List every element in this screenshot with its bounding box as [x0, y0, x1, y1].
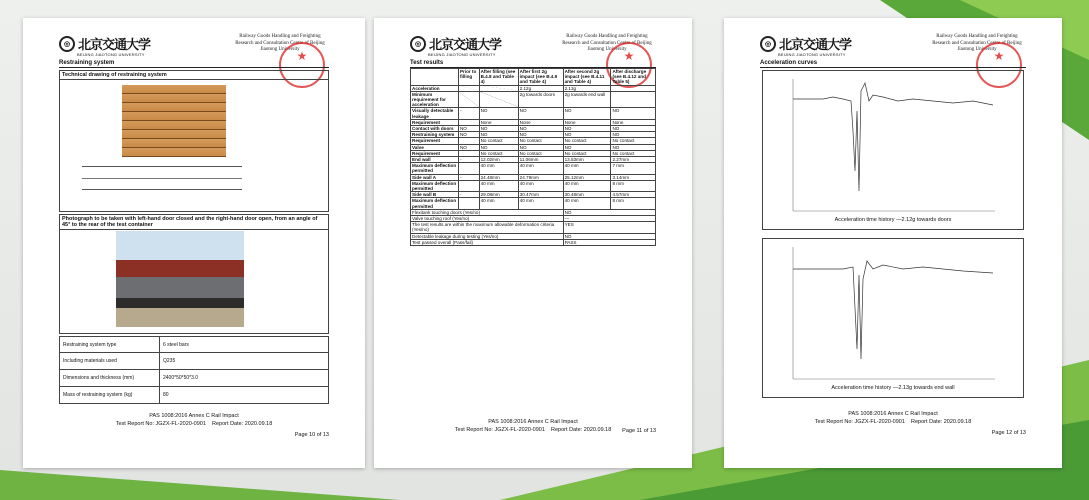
- footer-report-date: Report Date: 2020.09.18: [911, 419, 972, 425]
- university-seal-icon: ◎: [410, 36, 426, 52]
- table-cell: Side wall B: [411, 192, 459, 198]
- table-cell: NO: [611, 144, 656, 150]
- table-cell: NO: [611, 132, 656, 138]
- photo-title: Photograph to be taken with left-hand door closed and the right-hand door open, from an angle of 45° to the rear of the test container: [60, 215, 328, 230]
- table-cell: Maximum deflection permitted: [411, 180, 459, 191]
- table-cell: 25.12mm: [563, 174, 611, 180]
- table-cell: Valve touching roof (Yes/no): [411, 216, 564, 222]
- restraint-drawing: [122, 85, 226, 157]
- table-cell: None: [611, 119, 656, 125]
- table-cell: NO: [518, 126, 563, 132]
- table-cell: NO: [563, 144, 611, 150]
- spec-value: 6 steel bars: [163, 341, 189, 348]
- table-cell: Restraining system: [411, 132, 459, 138]
- table-cell: [458, 91, 479, 108]
- acceleration-curve-1: [762, 70, 1024, 230]
- table-cell: NO: [563, 132, 611, 138]
- table-row: [411, 239, 656, 245]
- table-cell: Visually detectable leakage: [411, 108, 459, 119]
- institute-name: Railway Goods Handling and Freighting Research and Consultation Centre of Beijing Jiaotong University: [235, 34, 325, 52]
- table-cell: Requirement: [411, 138, 459, 144]
- table-cell: Side wall A: [411, 174, 459, 180]
- table-cell: 40 mm: [479, 163, 518, 174]
- table-cell: NO: [563, 209, 655, 215]
- table-cell: 29.08mm: [479, 192, 518, 198]
- page-number: Page 12 of 13: [991, 430, 1026, 436]
- table-row: [411, 180, 656, 191]
- university-name-en: BEIJING JIAOTONG UNIVERSITY: [428, 52, 496, 57]
- table-cell: NO: [458, 126, 479, 132]
- table-cell: 30.48mm: [563, 192, 611, 198]
- section-title: Acceleration curves: [760, 60, 1026, 68]
- table-cell: 2.13g: [563, 85, 611, 91]
- table-cell: 3.14mm: [611, 174, 656, 180]
- table-cell: PASS: [563, 239, 655, 245]
- footer: [23, 412, 365, 428]
- table-cell: Contact with doors: [411, 126, 459, 132]
- table-row: [411, 198, 656, 209]
- table-cell: Maximum deflection permitted: [411, 198, 459, 209]
- table-header-cell: After first 2g impact (see B.4.9 and Table 4): [518, 69, 563, 86]
- table-cell: 30.47mm: [518, 192, 563, 198]
- drawing-title: Technical drawing of restraining system: [60, 71, 328, 80]
- footer-standard: PAS 1008:2016 Annex C Rail Impact: [488, 419, 578, 425]
- table-cell: 12.02mm: [479, 157, 518, 163]
- table-cell: 40 mm: [479, 180, 518, 191]
- table-header-cell: After second 2g impact (see B.4.11 and Table 4): [563, 69, 611, 86]
- table-cell: -: [458, 108, 479, 119]
- table-cell: NO: [611, 108, 656, 119]
- table-cell: NO: [518, 144, 563, 150]
- table-cell: No contact: [518, 138, 563, 144]
- table-cell: Requirement: [411, 119, 459, 125]
- table-cell: [458, 180, 479, 191]
- table-cell: NO: [479, 132, 518, 138]
- footer-report-date: Report Date: 2020.09.18: [551, 427, 612, 433]
- table-cell: -: [458, 157, 479, 163]
- table-cell: 2.27mm: [611, 157, 656, 163]
- table-cell: No contact: [563, 138, 611, 144]
- table-cell: YES: [563, 222, 655, 233]
- table-cell: -: [458, 174, 479, 180]
- table-cell: [458, 198, 479, 209]
- table-row: [411, 108, 656, 119]
- university-logo: [410, 34, 501, 53]
- table-cell: No contact: [563, 150, 611, 156]
- university-name-cn: 北京交通大学: [779, 38, 852, 53]
- dimension-lines: [82, 166, 242, 190]
- table-cell: —: [563, 216, 655, 222]
- table-cell: None: [518, 119, 563, 125]
- table-cell: 13.53mm: [563, 157, 611, 163]
- table-cell: End wall: [411, 157, 459, 163]
- container-photo: [116, 231, 244, 327]
- section-title: Restraining system: [59, 60, 329, 68]
- footer-report-no: Test Report No: JGZX-FL-2020-0901: [115, 421, 206, 427]
- table-cell: 40 mm: [518, 163, 563, 174]
- table-cell: NO: [479, 126, 518, 132]
- table-row: [411, 222, 656, 233]
- spec-key: Including materials used: [60, 353, 160, 369]
- table-header-cell: Prior to filling: [458, 69, 479, 86]
- table-cell: Maximum deflection permitted: [411, 163, 459, 174]
- spec-row: [59, 336, 329, 353]
- spec-value: 80: [163, 392, 169, 398]
- table-cell: Flexitank touching doors (Yes/no): [411, 209, 564, 215]
- table-cell: NO: [458, 144, 479, 150]
- university-logo: [59, 34, 150, 53]
- spec-value: 2400*50*50*3.0: [163, 375, 199, 381]
- table-cell: 11.06mm: [518, 157, 563, 163]
- spec-key: Dimensions and thickness (mm): [60, 370, 160, 386]
- table-cell: Minimum requirement for acceleration: [411, 91, 459, 108]
- table-cell: No contact: [611, 138, 656, 144]
- table-cell: 8 mm: [611, 198, 656, 209]
- spec-key: Mass of restraining system (kg): [60, 387, 160, 403]
- spec-key: Restraining system type: [60, 337, 160, 352]
- university-name-en: BEIJING JIAOTONG UNIVERSITY: [77, 52, 145, 57]
- table-cell: 2g towards doors: [518, 91, 563, 108]
- table-cell: Requirement: [411, 150, 459, 156]
- table-header-cell: After filling (see B.4.8 and Table 4): [479, 69, 518, 86]
- table-cell: None: [563, 119, 611, 125]
- spec-value: Q235: [163, 358, 176, 364]
- spec-row: [59, 353, 329, 370]
- table-cell: [458, 163, 479, 174]
- page-number: Page 11 of 13: [622, 428, 656, 434]
- curve-plot-2: [763, 239, 1023, 397]
- table-cell: NO: [458, 132, 479, 138]
- table-cell: NO: [563, 108, 611, 119]
- table-cell: 4.57mm: [611, 192, 656, 198]
- table-cell: 2.12g: [518, 85, 563, 91]
- footer-standard: PAS 1008:2016 Annex C Rail Impact: [149, 413, 239, 419]
- table-cell: The test results are within the maximum allowable deformation criteria (Yes/no): [411, 222, 564, 233]
- table-cell: Detectable leakage during testing (Yes/no): [411, 233, 564, 239]
- university-name-en: BEIJING JIAOTONG UNIVERSITY: [778, 52, 846, 57]
- table-cell: Acceleration: [411, 85, 459, 91]
- university-name-cn: 北京交通大学: [78, 38, 151, 53]
- table-cell: NO: [518, 132, 563, 138]
- spec-row: [59, 370, 329, 387]
- table-row: [411, 91, 656, 108]
- table-cell: NO: [479, 108, 518, 119]
- table-cell: NO: [611, 126, 656, 132]
- footer-standard: PAS 1008:2016 Annex C Rail Impact: [848, 411, 938, 417]
- table-cell: 8 mm: [611, 180, 656, 191]
- table-cell: 40 mm: [563, 163, 611, 174]
- footer: [724, 410, 1062, 426]
- table-header-cell: [411, 69, 459, 86]
- test-results-table: [410, 68, 656, 246]
- table-cell: No contact: [479, 150, 518, 156]
- acceleration-curve-2: [762, 238, 1024, 398]
- university-logo: [760, 34, 851, 53]
- footer-report-no: Test Report No: JGZX-FL-2020-0901: [454, 427, 545, 433]
- drawing-box: [59, 70, 329, 212]
- table-header-cell: After discharge (see B.4.12 and Table 5): [611, 69, 656, 86]
- table-cell: NO: [563, 126, 611, 132]
- footer-report-date: Report Date: 2020.09.18: [212, 421, 273, 427]
- table-header-row: [411, 69, 656, 86]
- table-cell: 2g towards end wall: [563, 91, 611, 108]
- table-cell: 40 mm: [518, 180, 563, 191]
- table-cell: 40 mm: [563, 180, 611, 191]
- table-cell: No contact: [479, 138, 518, 144]
- institute-name: Railway Goods Handling and Freighting Research and Consultation Centre of Beijing Jiaotong University: [932, 34, 1022, 52]
- report-page-12: [724, 18, 1062, 468]
- table-cell: NO: [563, 233, 655, 239]
- table-cell: -: [458, 192, 479, 198]
- table-cell: No contact: [611, 150, 656, 156]
- university-name-cn: 北京交通大学: [429, 38, 502, 53]
- table-cell: 7 mm: [611, 163, 656, 174]
- table-cell: Test passed overall (Pass/fail): [411, 239, 564, 245]
- table-cell: [611, 91, 656, 108]
- photo-box: [59, 214, 329, 334]
- section-title: Test results: [410, 60, 656, 68]
- report-page-11: [374, 18, 692, 468]
- curve-caption-1: Acceleration time history —2.12g towards doors: [834, 217, 952, 223]
- table-cell: 40 mm: [563, 198, 611, 209]
- table-cell: 40 mm: [518, 198, 563, 209]
- table-cell: 24.48mm: [479, 174, 518, 180]
- report-page-10: [23, 18, 365, 468]
- table-row: [411, 163, 656, 174]
- table-cell: 40 mm: [479, 198, 518, 209]
- table-cell: [479, 91, 518, 108]
- table-cell: Valve: [411, 144, 459, 150]
- university-seal-icon: ◎: [760, 36, 776, 52]
- spec-row: [59, 387, 329, 404]
- footer-report-no: Test Report No: JGZX-FL-2020-0901: [814, 419, 905, 425]
- table-cell: 24.79mm: [518, 174, 563, 180]
- university-seal-icon: ◎: [59, 36, 75, 52]
- table-cell: None: [479, 119, 518, 125]
- page-number: Page 10 of 13: [294, 432, 329, 438]
- curve-plot-1: [763, 71, 1023, 229]
- institute-name: Railway Goods Handling and Freighting Research and Consultation Centre of Beijing Jiaotong University: [562, 34, 652, 52]
- curve-caption-2: Acceleration time history —2.13g towards end wall: [831, 385, 955, 391]
- table-cell: NO: [518, 108, 563, 119]
- table-cell: No contact: [518, 150, 563, 156]
- table-cell: NO: [479, 144, 518, 150]
